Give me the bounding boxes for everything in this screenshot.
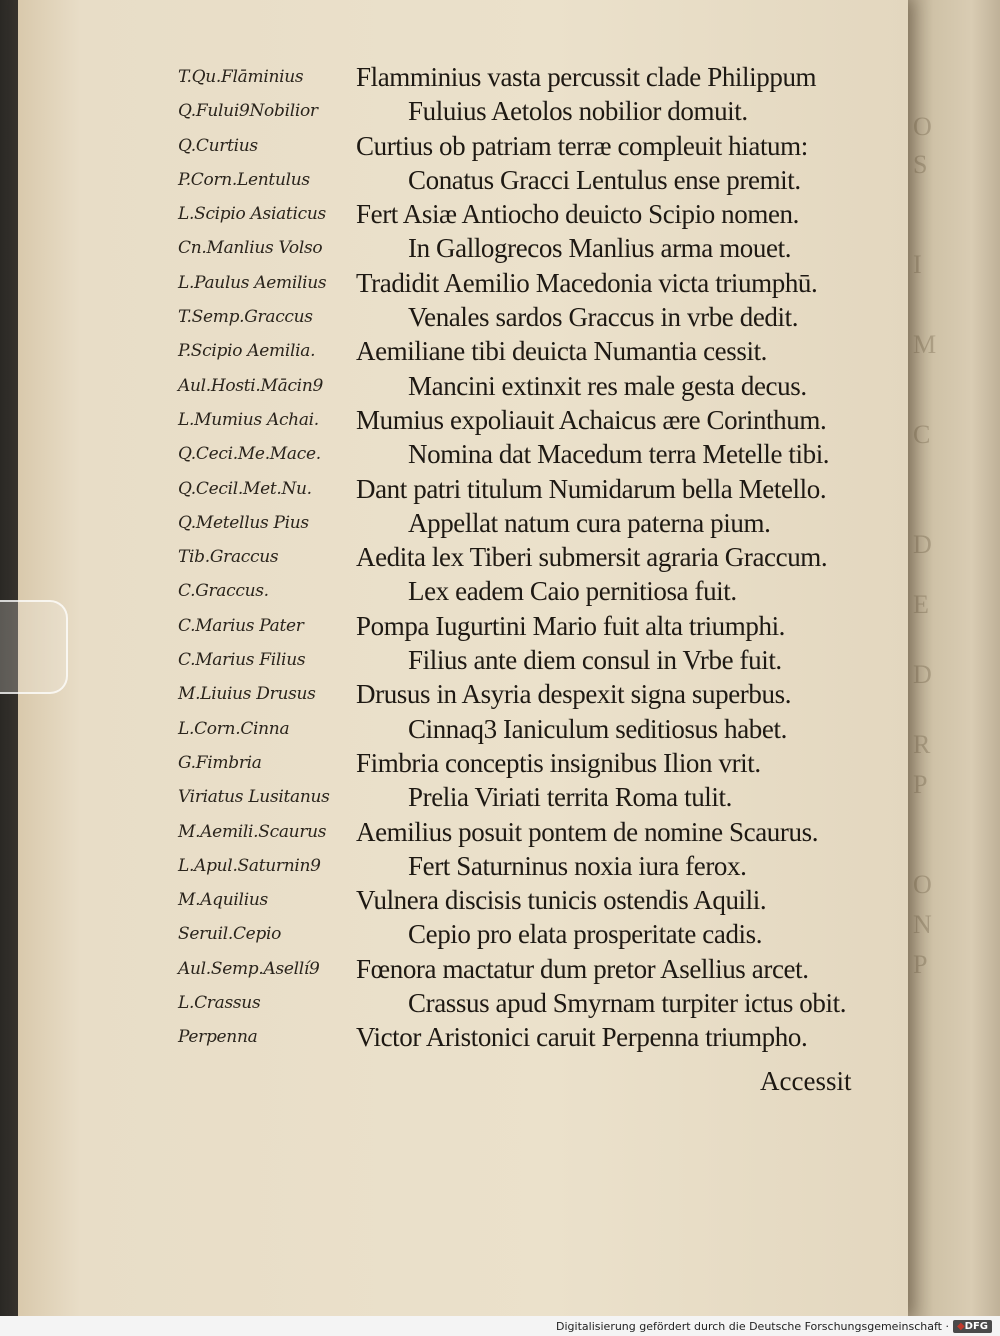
verse-line: Aedita lex Tiberi submersit agraria Graccum. xyxy=(356,542,828,573)
name-entry: Q.Fului9Nobilior xyxy=(178,101,318,122)
name-entry: Viriatus Lusitanus xyxy=(178,787,330,808)
name-entry: Cn.Manlius Volso xyxy=(178,238,323,259)
footer-bar xyxy=(0,1316,1000,1336)
name-entry: P.Scipio Aemilia. xyxy=(178,341,316,362)
verse-line: Curtius ob patriam terræ compleuit hiatum: xyxy=(356,130,808,161)
name-entry: Aul.Semp.Asellí9 xyxy=(178,958,320,979)
verse-line: Filius ante diem consul in Vrbe fuit. xyxy=(408,645,782,676)
verse-line: Fert Saturninus noxia iura ferox. xyxy=(408,850,747,881)
name-entry: Q.Curtius xyxy=(178,135,258,156)
verse-line: Cinnaq3 Ianiculum seditiosus habet. xyxy=(408,713,787,744)
name-entry: Aul.Hosti.Mācin9 xyxy=(178,375,323,396)
name-entry: L.Scipio Asiaticus xyxy=(178,204,326,225)
verse-line: Pompa Iugurtini Mario fuit alta triumphi. xyxy=(356,610,786,641)
verse-column xyxy=(356,60,916,1055)
dfg-logo-text: DFG xyxy=(964,1320,988,1332)
verse-line: Cepio pro elata prosperitate cadis. xyxy=(408,919,763,950)
footer-text: Digitalisierung gefördert durch die Deutsche Forschungsgemeinschaft · xyxy=(556,1319,949,1333)
verse-line: Nomina dat Macedum terra Metelle tibi. xyxy=(408,439,830,470)
verse-line: Dant patri titulum Numidarum bella Metello. xyxy=(356,473,827,504)
verse-line: Appellat natum cura paterna pium. xyxy=(408,507,771,538)
name-entry: C.Marius Pater xyxy=(178,615,304,636)
verse-line: Drusus in Asyria despexit signa superbus. xyxy=(356,679,792,710)
name-entry: L.Apul.Saturnin9 xyxy=(178,855,321,876)
verse-line: Flamminius vasta percussit clade Philippum xyxy=(356,62,817,92)
verse-line: Lex eadem Caio pernitiosa fuit. xyxy=(408,576,737,607)
dfg-mark-icon: ◆ xyxy=(956,1320,965,1332)
verse-line: Aemilius posuit pontem de nomine Scaurus. xyxy=(356,816,819,847)
name-entry: L.Paulus Aemilius xyxy=(178,272,327,293)
name-entry: G.Fimbria xyxy=(178,752,262,773)
name-entry: L.Corn.Cinna xyxy=(178,718,290,739)
verse-line: Crassus apud Smyrnam turpiter ictus obit. xyxy=(408,988,847,1019)
verse-line: Vulnera discisis tunicis ostendis Aquili. xyxy=(356,885,767,916)
catchword: Accessit xyxy=(760,1066,852,1096)
verse-line: Mumius expoliauit Achaicus ære Corinthum. xyxy=(356,404,827,435)
name-entry: C.Marius Filius xyxy=(178,650,306,671)
name-entry: T.Semp.Graccus xyxy=(178,307,313,328)
verse-line: Fimbria conceptis insignibus Ilion vrit. xyxy=(356,747,761,778)
verse-line: Prelia Viriati territa Roma tulit. xyxy=(408,782,732,813)
verse-line: Venales sardos Graccus in vrbe dedit. xyxy=(408,302,799,333)
name-entry: P.Corn.Lentulus xyxy=(178,169,310,190)
name-entry: Q.Metellus Pius xyxy=(178,512,309,533)
verse-line: In Gallogrecos Manlius arma mouet. xyxy=(408,233,792,264)
name-entry: Q.Cecil.Met.Nu. xyxy=(178,478,312,499)
name-entry: Seruil.Cepio xyxy=(178,924,282,945)
verse-line: Fœnora mactatur dum pretor Asellius arcet. xyxy=(356,953,809,984)
verse-line: Fert Asiæ Antiocho deuicto Scipio nomen. xyxy=(356,199,799,230)
verse-line: Fuluius Aetolos nobilior domuit. xyxy=(408,96,748,127)
verse-line: Mancini extinxit res male gesta decus. xyxy=(408,370,807,401)
name-entry: M.Aquilius xyxy=(178,890,268,911)
verse-line: Victor Aristonici caruit Perpenna triumpho. xyxy=(356,1022,808,1053)
verse-line: Conatus Gracci Lentulus ense premit. xyxy=(408,164,801,195)
name-entry: L.Crassus xyxy=(178,993,261,1014)
name-entry: Q.Ceci.Me.Mace. xyxy=(178,444,321,465)
name-entry: Perpenna xyxy=(178,1027,258,1048)
name-entry: M.Aemili.Scaurus xyxy=(178,821,327,842)
name-column xyxy=(178,60,358,1055)
name-entry: Tib.Graccus xyxy=(178,547,279,568)
page-tab-clip xyxy=(0,600,68,694)
verse-line: Aemiliane tibi deuicta Numantia cessit. xyxy=(356,336,768,367)
dfg-logo xyxy=(953,1320,992,1333)
name-entry: T.Qu.Flāminius xyxy=(178,67,304,87)
verse-line: Tradidit Aemilio Macedonia victa triumphū. xyxy=(356,267,818,298)
name-entry: C.Graccus. xyxy=(178,581,269,602)
next-page-edge: O S I M C D E D R P O N P xyxy=(905,0,1000,1316)
name-entry: M.Liuius Drusus xyxy=(178,684,316,705)
name-entry: L.Mumius Achai. xyxy=(178,409,319,430)
